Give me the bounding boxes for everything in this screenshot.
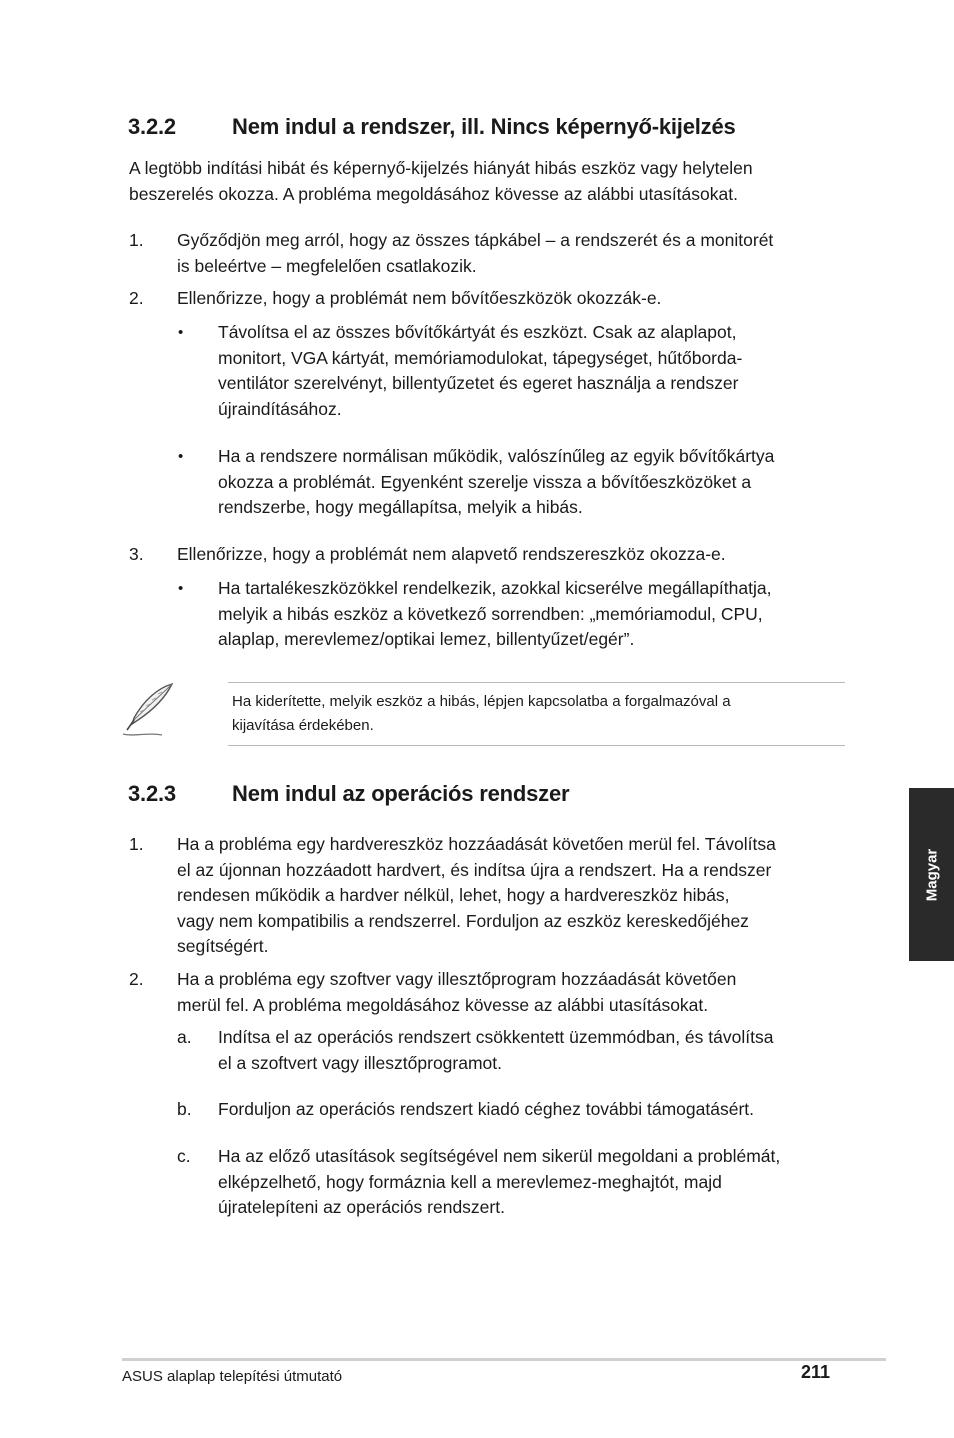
bullet-item-text (218, 444, 858, 521)
text-line: újraindításához. (218, 398, 342, 419)
bullet-item-text (218, 576, 858, 653)
note-text (232, 690, 832, 738)
text-line: A legtöbb indítási hibát és képernyő-kijelzés hiányát hibás eszköz vagy helytelen (129, 158, 753, 178)
list-item-text (177, 832, 867, 960)
text-line: melyik a hibás eszköz a következő sorrendben: „memóriamodul, CPU, (218, 603, 763, 624)
list-marker: 1. (129, 834, 144, 854)
list-marker: 2. (129, 288, 144, 308)
text-line: elképzelhető, hogy formáznia kell a merevlemez-meghajtót, majd (218, 1171, 722, 1192)
text-line: Ha a probléma egy hardvereszköz hozzáadását követően merül fel. Távolítsa (177, 834, 776, 854)
sublist-item-text (218, 1144, 868, 1221)
text-line: Ha az előző utasítások segítségével nem sikerül megoldani a problémát, (218, 1146, 781, 1166)
text-line: rendesen működik a hardver nélkül, lehet, hogy a hardvereszköz hibás, (177, 885, 730, 905)
text-line: el a szoftvert vagy illesztőprogramot. (218, 1052, 503, 1073)
section-number: 3.2.3 (128, 781, 176, 806)
bullet-marker: • (178, 448, 184, 465)
text-line: rendszerbe, hogy megállapítsa, melyik a hibás. (218, 497, 583, 517)
text-line: Ha kiderítette, melyik eszköz a hibás, lépjen kapcsolatba a forgalmazóval a (232, 693, 731, 710)
sublist-marker: c. (177, 1146, 191, 1166)
text-line: ventilátor szerelvényt, billentyűzetet és egeret használja a rendszer (218, 373, 739, 393)
text-line: Ellenőrizze, hogy a problémát nem alapvető rendszereszköz okozza-e. (177, 544, 726, 564)
text-line: kijavítása érdekében. (232, 717, 374, 734)
text-line: Ha tartalékeszközökkel rendelkezik, azokkal kicserélve megállapíthatja, (218, 578, 772, 598)
text-line: merül fel. A probléma megoldásához kövesse az alábbi utasításokat. (177, 994, 709, 1015)
list-item-text (177, 967, 867, 1018)
sublist-marker: a. (177, 1027, 192, 1047)
text-line: is beleértve – megfelelően csatlakozik. (177, 255, 477, 276)
list-marker: 3. (129, 544, 144, 564)
sublist-marker: b. (177, 1099, 192, 1119)
text-line: újratelepíteni az operációs rendszert. (218, 1197, 505, 1217)
language-label: Magyar (923, 848, 940, 901)
section-3-2-3-heading (128, 781, 569, 807)
text-line: Forduljon az operációs rendszert kiadó céghez további támogatásért. (218, 1099, 754, 1119)
text-line: segítségért. (177, 936, 269, 956)
text-line: Ha a probléma egy szoftver vagy illesztőprogram hozzáadását követően (177, 969, 737, 989)
text-line: Ellenőrizze, hogy a problémát nem bővítőeszközök okozzák-e. (177, 288, 662, 308)
intro-paragraph (129, 156, 849, 207)
text-line: vagy nem kompatibilis a rendszerrel. Forduljon az eszköz kereskedőjéhez (177, 910, 749, 931)
section-3-2-2-heading (128, 114, 736, 140)
footer-title: ASUS alaplap telepítési útmutató (122, 1368, 343, 1385)
bullet-marker: • (178, 580, 184, 597)
text-line: Távolítsa el az összes bővítőkártyát és eszközt. Csak az alaplapot, (218, 322, 737, 342)
text-line: okozza a problémát. Egyenként szerelje vissza a bővítőeszközöket a (218, 471, 752, 492)
list-item-text (177, 286, 857, 312)
feather-pen-icon (118, 680, 180, 740)
text-line: Indítsa el az operációs rendszert csökkentett üzemmódban, és távolítsa (218, 1027, 774, 1047)
list-marker: 1. (129, 230, 144, 250)
note-bottom-rule (228, 745, 845, 746)
text-line: beszerelés okozza. A probléma megoldásához kövesse az alábbi utasításokat. (129, 183, 738, 204)
sublist-item-text (218, 1025, 868, 1076)
bullet-marker: • (178, 324, 184, 341)
section-title: Nem indul az operációs rendszer (232, 781, 570, 806)
note-top-rule (228, 682, 845, 683)
text-line: monitort, VGA kártyát, memóriamodulokat, tápegységet, hűtőborda- (218, 347, 743, 368)
text-line: Győződjön meg arról, hogy az összes tápkábel – a rendszerét és a monitorét (177, 230, 774, 250)
section-title: Nem indul a rendszer, ill. Nincs képernyő-kijelzés (232, 114, 736, 139)
text-line: el az újonnan hozzáadott hardvert, és indítsa újra a rendszert. Ha a rendszer (177, 859, 772, 880)
list-item-text (177, 542, 857, 568)
list-marker: 2. (129, 969, 144, 989)
text-line: alaplap, merevlemez/optikai lemez, billentyűzet/egér”. (218, 629, 635, 649)
list-item-text (177, 228, 857, 279)
language-side-tab (909, 788, 954, 961)
bullet-item-text (218, 320, 858, 422)
sublist-item-text (218, 1097, 868, 1123)
page-number: 211 (801, 1362, 831, 1382)
text-line: Ha a rendszere normálisan működik, valószínűleg az egyik bővítőkártya (218, 446, 775, 466)
footer-rule (122, 1358, 886, 1361)
section-number: 3.2.2 (128, 114, 176, 139)
